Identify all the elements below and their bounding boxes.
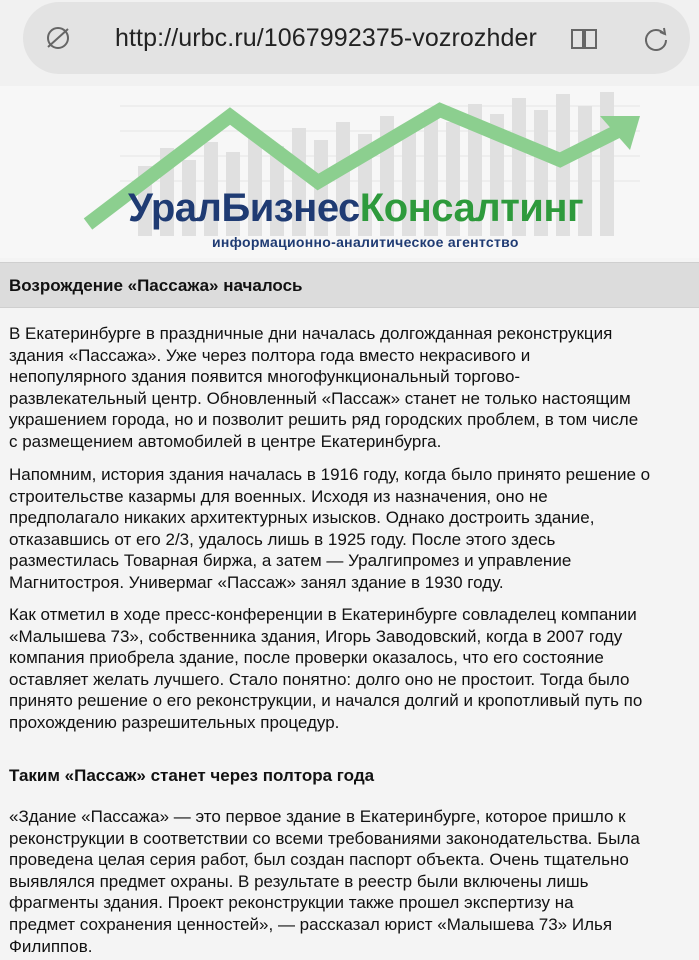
browser-toolbar [0,0,699,86]
logo-tagline: информационно-аналитическое агентство [212,234,519,250]
article-paragraph-1: В Екатеринбурге в праздничные дни началась долгожданная реконструкция здания «Пассажа». Уже через полтора года вместо некрасивого и непопулярного здания появится многофункциональный торгово- развлекательный центр. Обновленный «Пассаж» станет не только настоящим украшением города, но и позволит решить ряд городских проблем, в том числе с размещением автомобилей в центре Екатеринбурга. [9,324,639,451]
logo-part2: Консалтинг [359,186,584,230]
address-bar[interactable] [23,2,690,74]
refresh-icon[interactable] [640,22,672,54]
site-info-icon[interactable] [42,22,74,54]
article-paragraph-3: Как отметил в ходе пресс-конференции в Екатеринбурге совладелец компании «Малышева 73», собственника здания, Игорь Заводовский, когда в 2007 году компания приобрела здание, после проверки оказалось, что его состояние оставляет желать лучшего. Стало понятно: долго оно не простоит. Тогда было принято решение о его реконструкции, и начался долгий и кропотливый путь по прохождению разрешительных процедур. [9,605,643,732]
logo-wordmark [128,186,583,231]
article-title: Возрождение «Пассажа» началось [9,276,303,295]
url-text[interactable]: http://urbc.ru/1067992375-vozrozhder [115,24,537,52]
article-paragraph-4: «Здание «Пассажа» — это первое здание в Екатеринбурге, которое пришло к реконструкции в соответствии со всеми требованиями законодательства. Была проведена целая серия работ, был создан паспорт объекта. Очень тщательно выявлялся предмет охраны. В результате в реестр были включены лишь фрагменты здания. Проект реконструкции также прошел экспертизу на предмет сохранения ценностей», — рассказал юрист «Малышева 73» Илья Филиппов. [9,807,640,956]
article-paragraph-2: Напомним, история здания началась в 1916 году, когда было принято решение о строительстве казармы для военных. Исходя из назначения, оно не предполагало никаких архитектурных изысков. Однако достроить здание, отказавшись от его 2/3, удалось лишь в 1925 году. После этого здесь разместилась Товарная биржа, а затем — Уралгипромез и управление Магнитостроя. Универмаг «Пассаж» занял здание в 1930 году. [9,465,651,592]
logo-chart-graphic [0,86,699,258]
article-title-bar [0,262,699,308]
reader-mode-book-icon[interactable] [568,22,600,54]
article-subheading: Таким «Пассаж» станет через полтора года [9,766,375,785]
site-banner [0,86,699,258]
logo-part1: УралБизнес [128,186,360,230]
